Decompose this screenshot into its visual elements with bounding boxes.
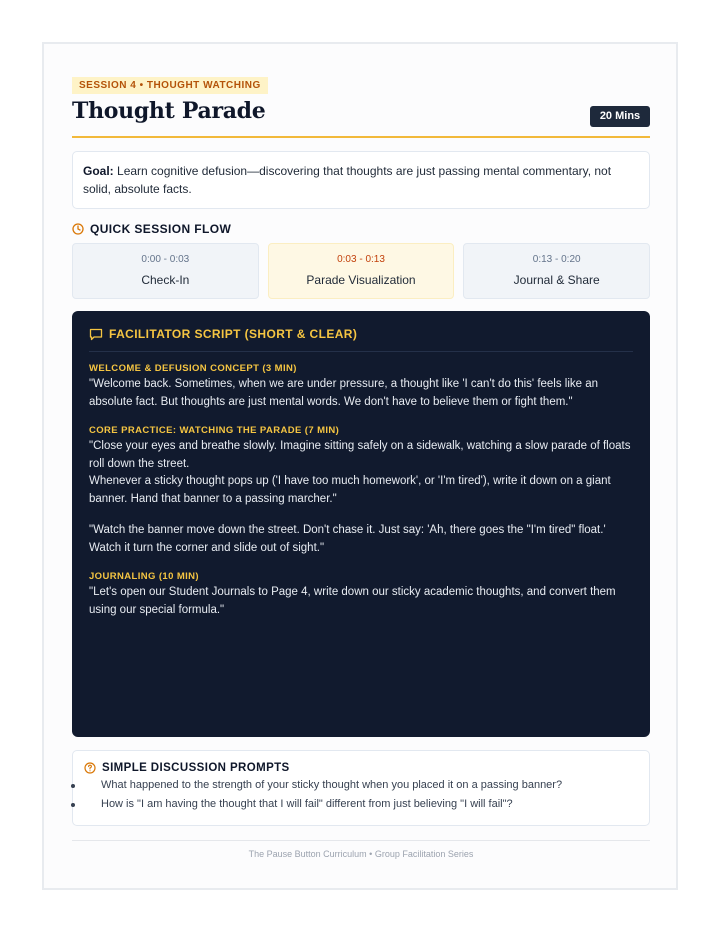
- flow-step-journal: [463, 243, 650, 299]
- goal-text: Learn cognitive defusion—discovering that thoughts are just passing mental commentary, not solid, absolute facts.: [83, 164, 612, 196]
- session-kicker: SESSION 4 • THOUGHT WATCHING: [72, 77, 268, 94]
- flow-heading: [72, 222, 231, 236]
- script-heading: [89, 327, 633, 352]
- discussion-heading-label: SIMPLE DISCUSSION PROMPTS: [102, 762, 290, 774]
- facilitator-script: [72, 311, 650, 737]
- flow-heading-label: QUICK SESSION FLOW: [90, 222, 232, 236]
- flow-step-label: Journal & Share: [513, 273, 600, 287]
- page-title: Thought Parade: [72, 98, 266, 124]
- list-item: What happened to the strength of your sticky thought when you placed it on a passing banner?: [84, 776, 638, 795]
- script-heading-label: FACILITATOR SCRIPT (SHORT & CLEAR): [109, 327, 358, 341]
- script-part-title: WELCOME & DEFUSION CONCEPT (3 MIN): [89, 363, 297, 374]
- script-paragraph: "Watch the banner move down the street. Don't chase it. Just say: 'Ah, there goes the "I'm tired" float.' Watch it turn the corner and slide out of sight.": [89, 524, 606, 554]
- list-item: How is "I am having the thought that I will fail" different from just believing "I will fail"?: [84, 795, 638, 814]
- session-flow: [72, 243, 650, 299]
- page-footer: The Pause Button Curriculum • Group Facilitation Series: [248, 849, 474, 859]
- footer-divider: [72, 840, 650, 841]
- discussion-heading: [84, 762, 638, 774]
- script-part-body: [89, 376, 633, 411]
- speech-bubble-icon: [89, 328, 103, 341]
- title-divider: [72, 136, 650, 138]
- script-paragraph: "Welcome back. Sometimes, when we are under pressure, a thought like 'I can't do this' feels like an absolute fact. But thoughts are just mental words. We don't have to believe them or fight them.": [89, 378, 599, 408]
- script-paragraph: Whenever a sticky thought pops up ('I have too much homework', or 'I'm tired'), write it down on a giant banner. Hand that banner to a passing marcher.": [89, 475, 611, 505]
- prompt-list: [84, 776, 638, 814]
- script-part-title: CORE PRACTICE: WATCHING THE PARADE (7 MIN): [89, 425, 340, 436]
- script-part-title: JOURNALING (10 MIN): [89, 571, 199, 582]
- flow-step-label: Parade Visualization: [306, 273, 416, 287]
- duration-badge: 20 Mins: [590, 106, 650, 127]
- flow-step-time: 0:03 - 0:13: [337, 254, 385, 265]
- question-circle-icon: [84, 762, 96, 774]
- discussion-prompts: [72, 750, 650, 826]
- flow-step-time: 0:13 - 0:20: [532, 254, 581, 265]
- clock-icon: [72, 223, 84, 235]
- script-part-body: [89, 438, 633, 557]
- script-paragraph: "Close your eyes and breathe slowly. Imagine sitting safely on a sidewalk, watching a slow parade of floats roll down the street.: [89, 440, 631, 470]
- flow-step-check-in: [72, 243, 259, 299]
- flow-step-time: 0:00 - 0:03: [141, 254, 190, 265]
- script-part-body: [89, 584, 633, 619]
- flow-step-parade: [268, 243, 455, 299]
- goal-label: Goal:: [83, 164, 114, 178]
- flow-step-label: Check-In: [141, 273, 190, 287]
- session-page: [42, 42, 678, 890]
- goal-box: [72, 151, 650, 209]
- script-paragraph: "Let's open our Student Journals to Page 4, write down our sticky academic thoughts, and convert them using our special formula.": [89, 586, 616, 616]
